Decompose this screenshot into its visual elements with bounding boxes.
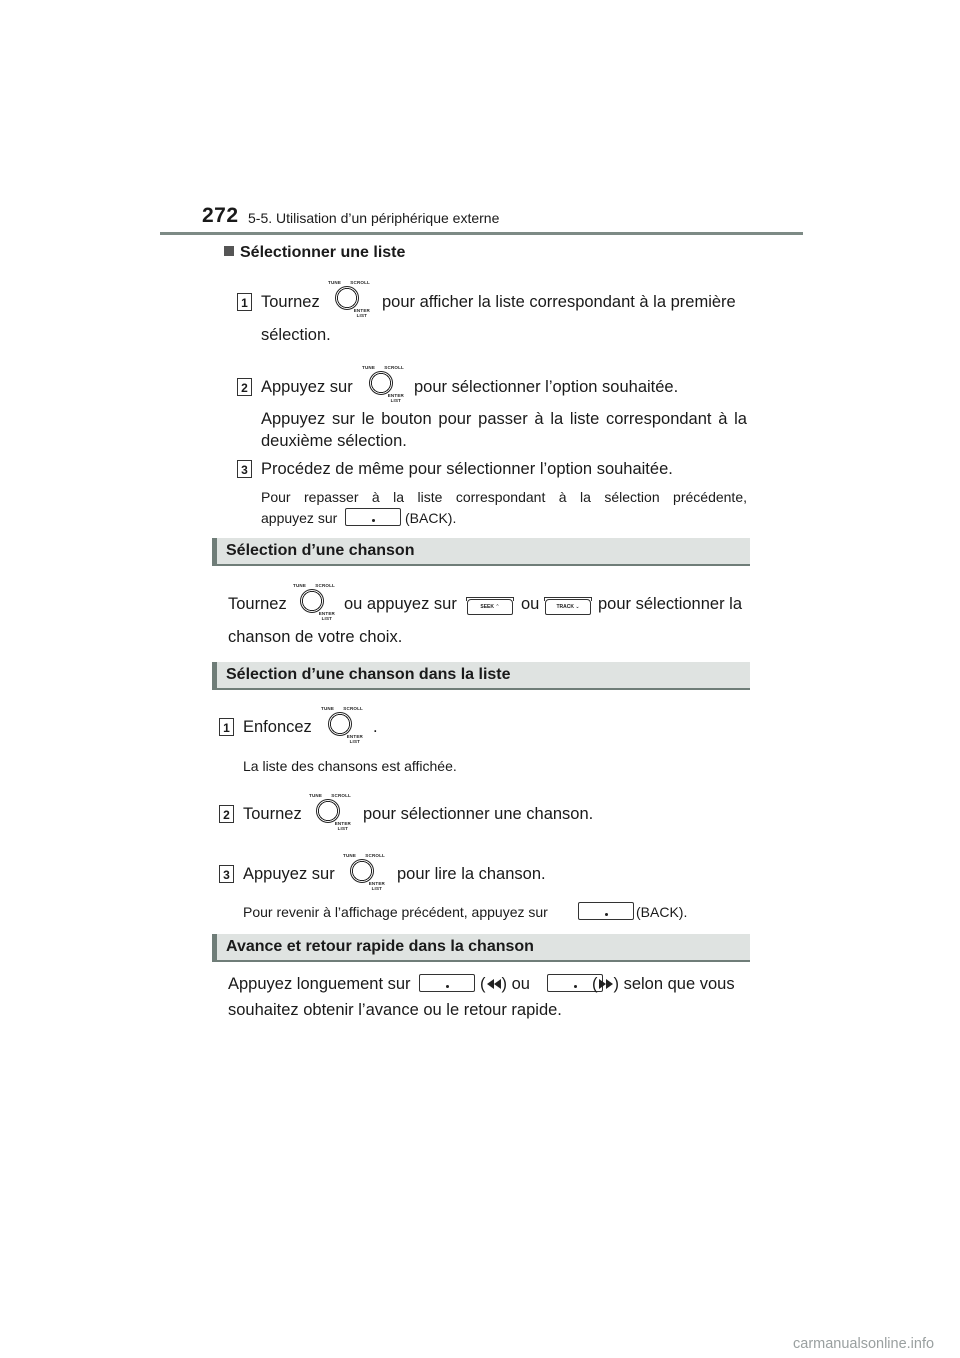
step-number: 2 [219, 805, 234, 823]
step-text: deuxième sélection. [261, 432, 407, 450]
knob-label: ENTER [368, 881, 385, 886]
knob-label [347, 735, 363, 744]
body-text: Appuyez longuement sur [228, 975, 411, 993]
step-text: pour sélectionner une chanson. [363, 805, 594, 823]
knob-label [369, 882, 385, 891]
knob-label: ENTER [318, 611, 335, 616]
knob-label: TUNE [293, 583, 307, 588]
section-header-song [212, 538, 750, 566]
tune-scroll-knob-icon [341, 853, 385, 891]
knob-dial [328, 712, 352, 736]
step-text: Procédez de même pour sélectionner l’option souhaitée. [261, 460, 673, 478]
note-text: appuyez sur [261, 510, 338, 526]
body-text: ou appuyez sur [344, 595, 457, 613]
knob-label: LIST [349, 738, 361, 744]
step-text: pour afficher la liste correspondant à la première [382, 293, 736, 311]
note-text: La liste des chansons est affichée. [243, 758, 457, 774]
step-text: Appuyez sur le bouton pour passer à la liste correspondant à la [261, 410, 747, 428]
section-title: Sélection d’une chanson [226, 542, 415, 559]
tune-scroll-knob-icon [291, 583, 335, 621]
knob-label: TUNE [309, 793, 323, 798]
seek-up-button-icon: SEEK ⌃ [467, 599, 513, 615]
step-text: pour sélectionner l’option souhaitée. [414, 378, 679, 396]
step-text: Appuyez sur [261, 378, 353, 396]
step-text: Enfoncez [243, 718, 312, 736]
step-text: . [373, 718, 378, 736]
button-dot [446, 985, 449, 988]
body-text: ou [521, 595, 540, 613]
section-header-song-list [212, 662, 750, 690]
back-button-icon [578, 902, 634, 920]
body-text: souhaitez obtenir l’avance ou le retour rapide. [228, 1001, 562, 1019]
subheading-text: Sélectionner une liste [240, 244, 406, 261]
tune-scroll-knob-icon [360, 365, 404, 403]
section-header-fast-forward [212, 934, 750, 962]
knob-label: SCROLL [350, 280, 370, 285]
step-text: pour lire la chanson. [397, 865, 546, 883]
step-number: 1 [237, 293, 252, 311]
knob-label: TUNE [362, 365, 376, 370]
body-text [480, 975, 530, 994]
body-text: chanson de votre choix. [228, 628, 403, 646]
section-accent-bar [212, 538, 217, 566]
knob-dial [316, 799, 340, 823]
knob-label [388, 394, 404, 403]
paren-or: ) ou [501, 975, 530, 993]
step-text: sélection. [261, 326, 331, 344]
knob-label [335, 822, 351, 831]
note-text: Pour repasser à la liste correspondant à la sélection précédente, [261, 489, 747, 505]
knob-dial [350, 859, 374, 883]
knob-label: LIST [371, 885, 383, 891]
step-number: 3 [237, 460, 252, 478]
button-dot [372, 519, 375, 522]
square-bullet-icon [224, 246, 234, 256]
body-text [592, 975, 735, 994]
body-text: Tournez [228, 595, 287, 613]
tune-scroll-knob-icon [326, 280, 370, 318]
track-down-button-icon: TRACK ⌄ [545, 599, 591, 615]
body-text: pour sélectionner la [598, 595, 743, 613]
knob-label: SCROLL [343, 706, 363, 711]
knob-label [319, 612, 335, 621]
button-label: SEEK [480, 604, 495, 610]
paren: ( [480, 975, 486, 993]
paren: ( [592, 975, 598, 993]
body-text-end: ) selon que vous [613, 975, 735, 993]
step-number: 3 [219, 865, 234, 883]
rewind-button-icon [419, 974, 475, 992]
knob-label: ENTER [387, 393, 404, 398]
section-title: Avance et retour rapide dans la chanson [226, 938, 534, 955]
header-rule [160, 232, 803, 235]
section-accent-bar [212, 662, 217, 690]
knob-label: LIST [321, 615, 333, 621]
subheading-select-list [224, 244, 405, 262]
section-title: Sélection d’une chanson dans la liste [226, 666, 511, 683]
knob-dial [300, 589, 324, 613]
step-number: 1 [219, 718, 234, 736]
button-dot [605, 913, 608, 916]
step-text: Tournez [243, 805, 302, 823]
knob-label: TUNE [343, 853, 357, 858]
knob-label: LIST [390, 397, 402, 403]
chapter-title: 5-5. Utilisation d’un périphérique externe [248, 210, 500, 226]
button-label: TRACK [556, 604, 574, 610]
step-text: Tournez [261, 293, 320, 311]
step-number: 2 [237, 378, 252, 396]
knob-label: ENTER [353, 308, 370, 313]
knob-label: SCROLL [384, 365, 404, 370]
tune-scroll-knob-icon [307, 793, 351, 831]
knob-label [354, 309, 370, 318]
knob-label: SCROLL [365, 853, 385, 858]
page-number: 272 [202, 204, 239, 227]
knob-label: ENTER [334, 821, 351, 826]
note-text: (BACK). [405, 510, 457, 526]
note-text: Pour revenir à l’affichage précédent, appuyez sur [243, 904, 548, 920]
knob-label: LIST [337, 825, 349, 831]
note-text: (BACK). [636, 904, 688, 920]
button-dot [574, 985, 577, 988]
knob-dial [335, 286, 359, 310]
rewind-icon [486, 978, 502, 990]
knob-label: ENTER [346, 734, 363, 739]
back-button-icon [345, 508, 401, 526]
knob-label: TUNE [328, 280, 342, 285]
tune-scroll-knob-icon [319, 706, 363, 744]
knob-dial [369, 371, 393, 395]
knob-label: TUNE [321, 706, 335, 711]
step-text: Appuyez sur [243, 865, 335, 883]
section-accent-bar [212, 934, 217, 962]
knob-label: SCROLL [331, 793, 351, 798]
knob-label: SCROLL [315, 583, 335, 588]
fast-forward-icon [598, 978, 614, 990]
watermark: carmanualsonline.info [793, 1336, 935, 1352]
knob-label: LIST [356, 312, 368, 318]
